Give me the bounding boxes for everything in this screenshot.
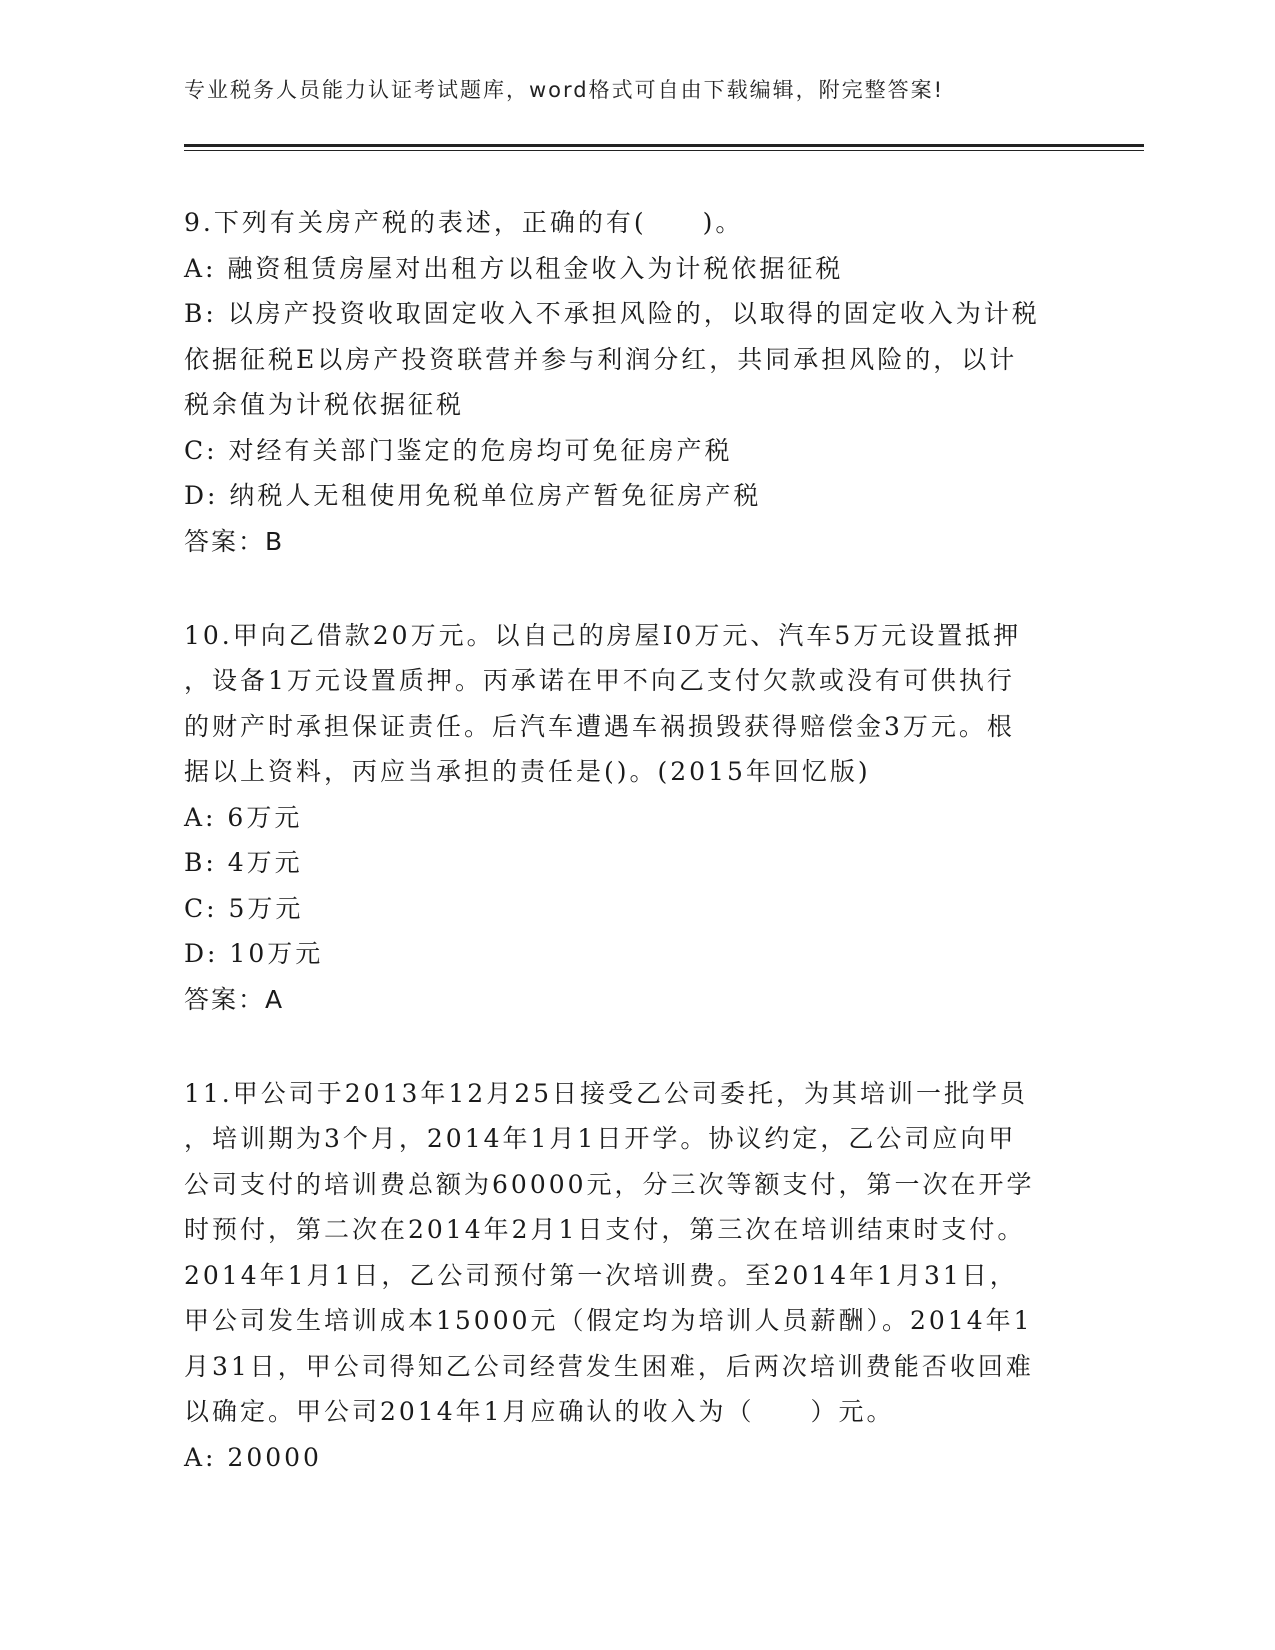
header-rule-thin	[184, 150, 1144, 151]
option-line: A: 融资租赁房屋对出租方以租金收入为计税依据征税	[184, 253, 844, 283]
question-stem-line: 的财产时承担保证责任。后汽车遭遇车祸损毁获得赔偿金3万元。根	[184, 711, 1015, 741]
question-2	[184, 613, 1064, 1023]
question-stem-line: 9.下列有关房产税的表述，正确的有( )。	[184, 208, 744, 237]
question-stem-line: 甲公司发生培训成本15000元（假定均为培训人员薪酬）。2014年1	[184, 1306, 1033, 1335]
question-stem-line: ，培训期为3个月，2014年1月1日开学。协议约定，乙公司应向甲	[184, 1124, 1017, 1153]
question-1	[184, 200, 1064, 565]
question-list	[184, 200, 1064, 1528]
question-stem-line: 2014年1月1日，乙公司预付第一次培训费。至2014年1月31日，	[184, 1260, 1018, 1290]
question-stem-line: 月31日，甲公司得知乙公司经营发生困难，后两次培训费能否收回难	[184, 1351, 1034, 1381]
answer-label: 答案：B	[184, 526, 285, 556]
question-stem-line: 以确定。甲公司2014年1月应确认的收入为（ ）元。	[184, 1397, 895, 1426]
option-line: D: 纳税人无租使用免税单位房产暂免征房产税	[184, 481, 762, 510]
question-stem-line: 10.甲向乙借款20万元。以自己的房屋I0万元、汽车5万元设置抵押	[184, 620, 1022, 650]
option-line: B: 4万元	[184, 848, 303, 877]
option-line: D: 10万元	[184, 939, 324, 968]
answer-label: 答案：A	[184, 984, 285, 1014]
option-line: 依据征税E以房产投资联营并参与利润分红，共同承担风险的，以计	[184, 344, 1018, 374]
header-rule-thick	[184, 144, 1144, 147]
question-stem-line: 11.甲公司于2013年12月25日接受乙公司委托，为其培训一批学员	[184, 1078, 1029, 1108]
option-line: A: 6万元	[184, 802, 303, 832]
question-3	[184, 1071, 1064, 1481]
question-stem-line: 时预付，第二次在2014年2月1日支付，第三次在培训结束时支付。	[184, 1215, 1026, 1244]
question-stem-line: 据以上资料，丙应当承担的责任是()。(2015年回忆版)	[184, 757, 871, 786]
question-stem-line: ，设备1万元设置质押。丙承诺在甲不向乙支付欠款或没有可供执行	[184, 666, 1015, 695]
option-line: A: 20000	[184, 1442, 322, 1472]
option-line: C: 5万元	[184, 893, 304, 923]
option-line: 税余值为计税依据征税	[184, 390, 465, 419]
page-header: 专业税务人员能力认证考试题库，word格式可自由下载编辑，附完整答案!	[184, 78, 945, 102]
option-line: C: 对经有关部门鉴定的危房均可免征房产税	[184, 435, 733, 465]
question-stem-line: 公司支付的培训费总额为60000元，分三次等额支付，第一次在开学	[184, 1169, 1035, 1199]
option-line: B: 以房产投资收取固定收入不承担风险的，以取得的固定收入为计税	[184, 299, 1040, 328]
